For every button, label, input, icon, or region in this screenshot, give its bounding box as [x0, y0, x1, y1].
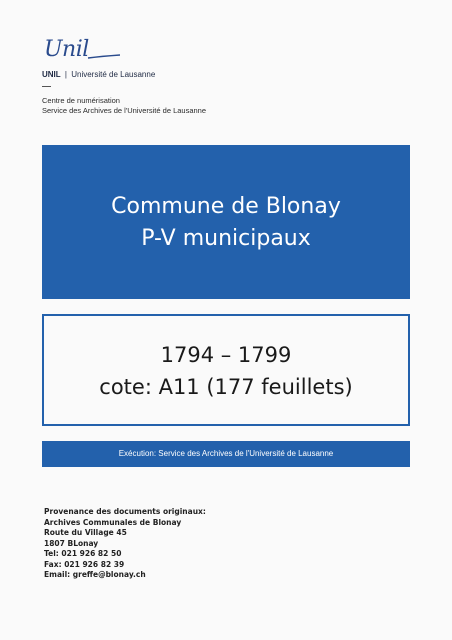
centre-info: [42, 96, 206, 116]
header-divider: [42, 86, 51, 87]
provenance-heading: Provenance des documents originaux:: [44, 507, 206, 516]
cote-label: cote: A11 (177 feuillets): [99, 375, 353, 399]
university-separator: |: [64, 70, 67, 79]
university-line: [42, 70, 155, 79]
provenance-email: Email: greffe@blonay.ch: [44, 570, 146, 579]
execution-bar: [42, 441, 410, 467]
title-box: [42, 145, 410, 299]
provenance-street: Route du Village 45: [44, 528, 127, 537]
provenance-city: 1807 BLonay: [44, 538, 99, 548]
logo-swash-stroke: [88, 55, 120, 58]
title-line-1: Commune de Blonay: [111, 194, 341, 219]
date-range: 1794 – 1799: [160, 343, 292, 367]
provenance-block: [44, 507, 206, 581]
unil-logo: [44, 38, 124, 68]
provenance-tel: Tel: 021 926 82 50: [44, 549, 122, 558]
centre-line-1: Centre de numérisation: [42, 96, 120, 105]
provenance-fax: Fax: 021 926 82 39: [44, 559, 125, 569]
unil-logo-swash: [44, 38, 124, 68]
university-short: UNIL: [42, 70, 61, 79]
title-line-2: P-V municipaux: [141, 226, 311, 251]
date-box: [42, 314, 410, 426]
execution-text: Exécution: Service des Archives de l'Université de Lausanne: [118, 449, 334, 458]
university-full: Université de Lausanne: [71, 70, 156, 79]
provenance-archive: Archives Communales de Blonay: [44, 517, 182, 527]
unil-logo-script: Unil: [44, 37, 89, 62]
centre-line-2: Service des Archives de l'Université de Lausanne: [42, 106, 207, 115]
